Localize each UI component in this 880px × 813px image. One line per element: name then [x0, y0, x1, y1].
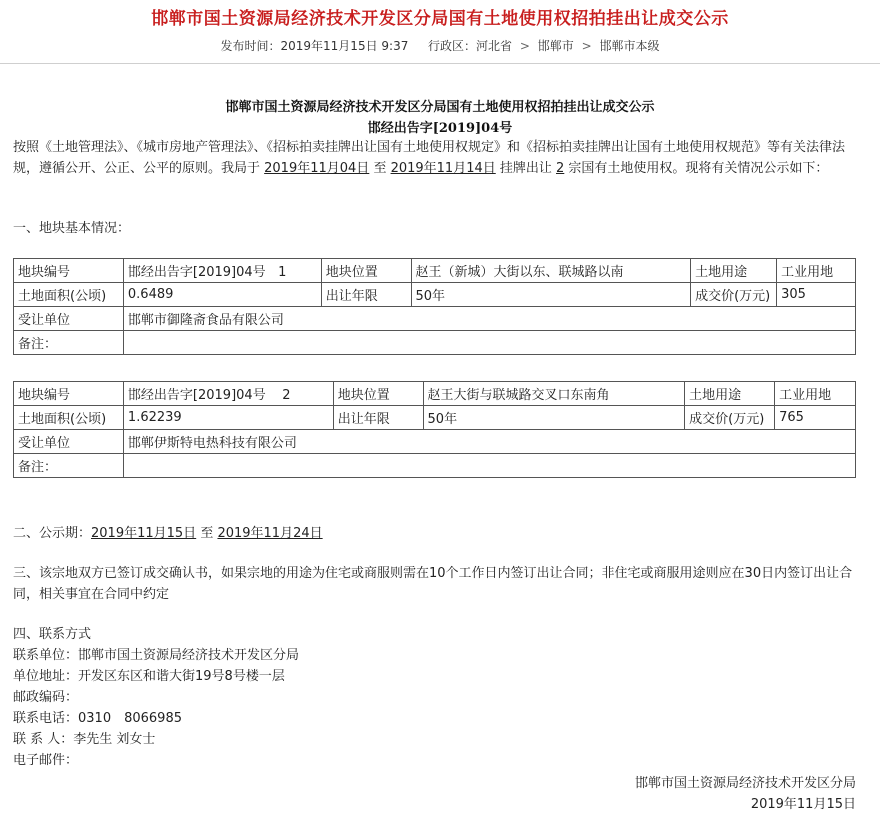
signature-org: 邯郸市国土资源局经济技术开发区分局: [634, 776, 856, 791]
region-label: 行政区：: [428, 39, 477, 53]
parcel-buyer-label: 受让单位: [14, 307, 124, 331]
parcel-location: 赵王大街与联城路交叉口东南角: [423, 382, 685, 406]
intro-count: 2: [556, 161, 565, 176]
parcel-index: 1: [278, 265, 287, 280]
parcel-no-label: 地块编号: [14, 382, 124, 406]
parcel-area: 0.6489: [123, 283, 321, 307]
contact-unit: 联系单位：邯郸市国土资源局经济技术开发区分局: [13, 648, 300, 663]
parcel-buyer-label: 受让单位: [14, 430, 124, 454]
region-city[interactable]: 邯郸市: [537, 39, 574, 53]
section-2: [13, 523, 868, 544]
intro-text-2: 至: [369, 161, 391, 176]
table-row: [14, 331, 856, 355]
parcel-location-label: 地块位置: [321, 259, 411, 283]
intro-text-1: 按照《土地管理法》、《城市房地产管理法》、《招标拍卖挂牌出让国有土地使用权规定》和《招标拍卖挂牌出让国有土地使用权规范》等有关法律法规，遵循公开、公正、公平的原则。我局于: [13, 140, 846, 176]
intro-text-3: 挂牌出让: [495, 161, 557, 176]
publicity-start-date: 2019年11月15日: [91, 526, 197, 541]
parcel-no-cell: [123, 382, 333, 406]
intro-text-4: 宗国有土地使用权。现将有关情况公示如下：: [564, 161, 829, 176]
parcel-price-label: 成交价(万元): [685, 406, 775, 430]
contact-phone: 联系电话：0310 8066985: [13, 711, 182, 726]
parcel-price-label: 成交价(万元): [691, 283, 777, 307]
parcel-location: 赵王（新城）大街以东、联城路以南: [411, 259, 691, 283]
contact-address: 单位地址：开发区东区和谐大街19号8号楼一层: [13, 669, 285, 684]
parcel-no-label: 地块编号: [14, 259, 124, 283]
intro-paragraph: [13, 137, 868, 179]
contact-person: 联 系 人：李先生 刘女士: [13, 732, 156, 747]
header-divider: [0, 63, 880, 64]
publish-meta: [0, 37, 880, 54]
parcel-table-1: [13, 258, 856, 355]
table-row: [14, 382, 856, 406]
parcel-area: 1.62239: [123, 406, 333, 430]
parcel-note-label: 备注：: [14, 454, 124, 478]
intro-start-date: 2019年11月04日: [264, 161, 370, 176]
parcel-no-cell: [123, 259, 321, 283]
parcel-location-label: 地块位置: [333, 382, 423, 406]
parcel-use: 工业用地: [777, 259, 856, 283]
doc-title: 邯郸市国土资源局经济技术开发区分局国有土地使用权招拍挂出让成交公示: [225, 100, 655, 115]
parcel-area-label: 土地面积(公顷): [14, 406, 124, 430]
section-1-heading: 一、地块基本情况：: [13, 221, 131, 236]
parcel-no: 邯经出告字[2019]04号: [127, 388, 266, 403]
page-title: 邯郸市国土资源局经济技术开发区分局国有土地使用权招拍挂出让成交公示: [151, 9, 729, 29]
section-3: 三、该宗地双方已签订成交确认书，如果宗地的用途为住宅或商服则需在10个工作日内签订出让合同；非住宅或商服用途则应在30日内签订出让合同，相关事宜在合同中约定: [13, 566, 853, 602]
intro-end-date: 2019年11月14日: [390, 161, 496, 176]
region-province[interactable]: 河北省: [476, 39, 513, 53]
parcel-table-2: [13, 381, 856, 478]
publish-time-label: 发布时间：: [220, 39, 281, 53]
doc-subtitle: 邯经出告字[2019]04号: [367, 121, 513, 136]
parcel-price: 305: [777, 283, 856, 307]
table-row: [14, 283, 856, 307]
publicity-end-date: 2019年11月24日: [217, 526, 323, 541]
contact-email: 电子邮件：: [13, 753, 79, 768]
parcel-no: 邯经出告字[2019]04号: [127, 265, 266, 280]
table-row: [14, 430, 856, 454]
parcel-use-label: 土地用途: [685, 382, 775, 406]
publish-time: 2019年11月15日 9:37: [280, 39, 409, 53]
breadcrumb-separator: >: [581, 39, 592, 53]
section-2-mid: 至: [196, 526, 218, 541]
section-4-heading: 四、联系方式: [13, 627, 92, 642]
parcel-term-label: 出让年限: [321, 283, 411, 307]
table-row: [14, 454, 856, 478]
parcel-price: 765: [775, 406, 856, 430]
table-row: [14, 307, 856, 331]
breadcrumb-separator: >: [519, 39, 530, 53]
signature-date: 2019年11月15日: [750, 797, 856, 812]
parcel-note: [123, 331, 855, 355]
parcel-note-label: 备注：: [14, 331, 124, 355]
parcel-area-label: 土地面积(公顷): [14, 283, 124, 307]
parcel-note: [123, 454, 855, 478]
parcel-term-label: 出让年限: [333, 406, 423, 430]
parcel-index: 2: [282, 388, 291, 403]
contact-postcode: 邮政编码：: [13, 690, 79, 705]
parcel-buyer: 邯郸伊斯特电热科技有限公司: [123, 430, 855, 454]
parcel-buyer: 邯郸市御隆斋食品有限公司: [123, 307, 855, 331]
table-row: [14, 259, 856, 283]
parcel-use-label: 土地用途: [691, 259, 777, 283]
parcel-term: 50年: [423, 406, 685, 430]
section-2-label: 二、公示期：: [13, 526, 92, 541]
parcel-term: 50年: [411, 283, 691, 307]
table-row: [14, 406, 856, 430]
parcel-use: 工业用地: [775, 382, 856, 406]
region-level[interactable]: 邯郸市本级: [599, 39, 660, 53]
